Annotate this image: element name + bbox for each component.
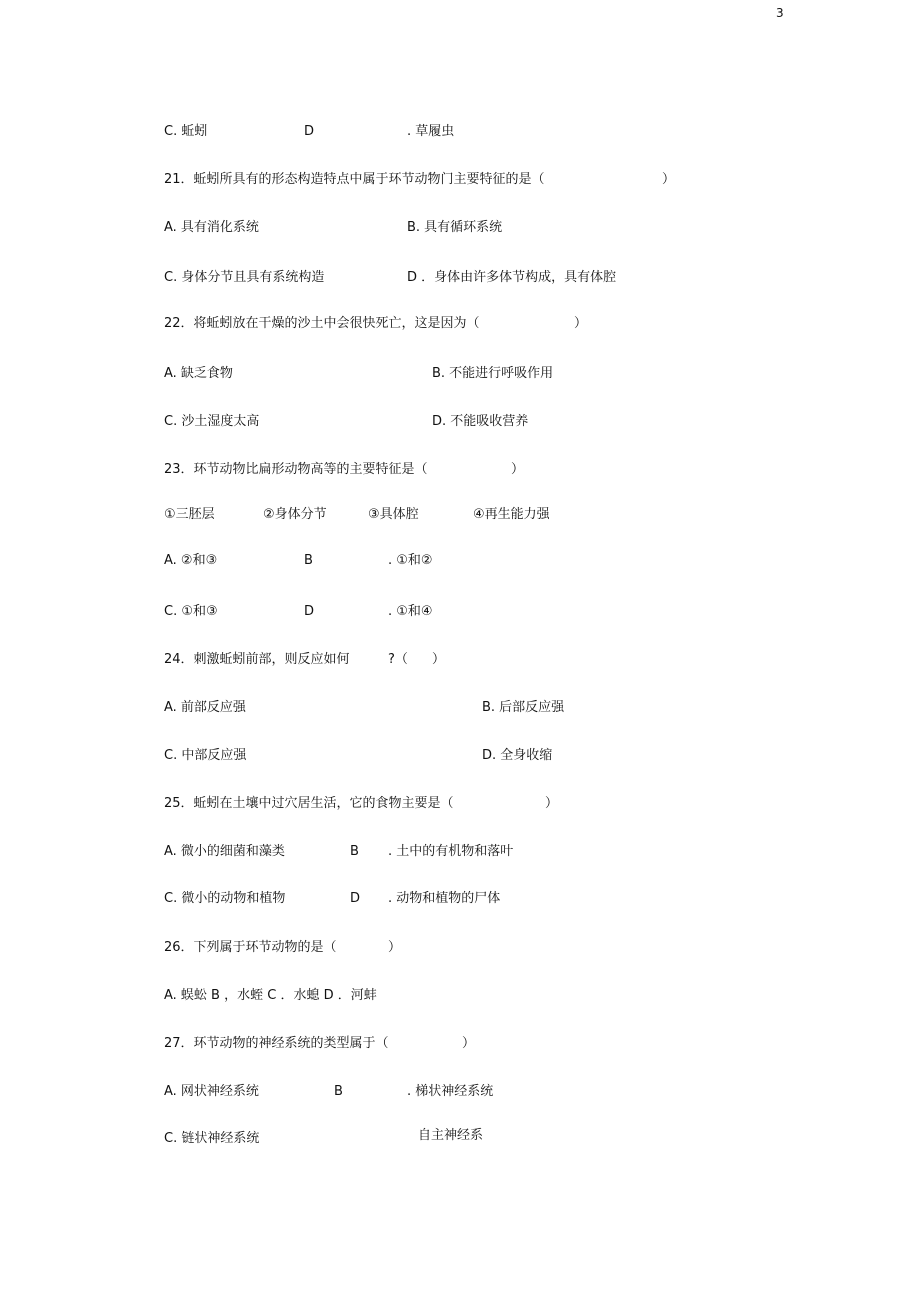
text-line: D. 全身收缩 [482, 748, 553, 763]
text-line: B. 不能进行呼吸作用 [432, 366, 554, 381]
text-line: ③具体腔 [368, 507, 419, 522]
text-line: D. 不能吸收营养 [432, 414, 529, 429]
text-line: A. ②和③ [164, 553, 218, 568]
text-line: A. 网状神经系统 [164, 1084, 259, 1099]
text-line: . ①和② [388, 553, 433, 568]
text-line: 26．下列属于环节动物的是（ [164, 940, 337, 955]
text-line: A. 前部反应强 [164, 700, 246, 715]
text-line: C. 链状神经系统 [164, 1131, 260, 1146]
text-line: ①三胚层 [164, 507, 215, 522]
text-line: C. ①和③ [164, 604, 218, 619]
text-line: ） [432, 652, 446, 667]
text-line: . 梯状神经系统 [407, 1084, 494, 1099]
text-line: ） [511, 462, 525, 477]
text-line: ） [662, 172, 676, 187]
text-line: D [304, 124, 315, 139]
text-line: 27．环节动物的神经系统的类型属于（ [164, 1036, 389, 1051]
text-line: ?（ [388, 652, 408, 667]
text-line: 23．环节动物比扁形动物高等的主要特征是（ [164, 462, 428, 477]
text-line: ②身体分节 [263, 507, 327, 522]
text-line: 24．刺激蚯蚓前部，则反应如何 [164, 652, 350, 667]
text-line: C. 蚯蚓 [164, 124, 208, 139]
text-line: 22．将蚯蚓放在干燥的沙土中会很快死亡，这是因为（ [164, 316, 480, 331]
text-line: . ①和④ [388, 604, 433, 619]
text-line: ） [388, 940, 402, 955]
text-line: 21．蚯蚓所具有的形态构造特点中属于环节动物门主要特征的是（ [164, 172, 545, 187]
text-line: B [350, 844, 359, 859]
text-line: ） [574, 316, 588, 331]
text-line: ） [462, 1036, 476, 1051]
text-line: A. 微小的细菌和藻类 [164, 844, 285, 859]
text-line: C. 沙土湿度太高 [164, 414, 260, 429]
text-line: C. 微小的动物和植物 [164, 891, 286, 906]
text-line: A. 蜈蚣 B ，水蛭 C ．水螅 D ．河蚌 [164, 988, 377, 1003]
text-line: . 土中的有机物和落叶 [388, 844, 514, 859]
text-line: . 动物和植物的尸体 [388, 891, 501, 906]
text-line: B. 后部反应强 [482, 700, 565, 715]
text-line: B [334, 1084, 343, 1099]
text-line: A. 缺乏食物 [164, 366, 233, 381]
text-line: ） [545, 796, 559, 811]
text-line: B [304, 553, 313, 568]
text-line: C. 身体分节且具有系统构造 [164, 270, 325, 285]
text-line: D ．身体由许多体节构成，具有体腔 [407, 270, 617, 285]
text-line: D [304, 604, 315, 619]
page-number: 3 [776, 6, 784, 20]
text-line: 自主神经系 [418, 1128, 484, 1143]
text-line: A. 具有消化系统 [164, 220, 259, 235]
text-line: ④再生能力强 [473, 507, 550, 522]
text-line: D [350, 891, 361, 906]
text-line: C. 中部反应强 [164, 748, 247, 763]
text-line: B. 具有循环系统 [407, 220, 503, 235]
text-line: . 草履虫 [407, 124, 455, 139]
text-line: 25．蚯蚓在土壤中过穴居生活，它的食物主要是（ [164, 796, 454, 811]
